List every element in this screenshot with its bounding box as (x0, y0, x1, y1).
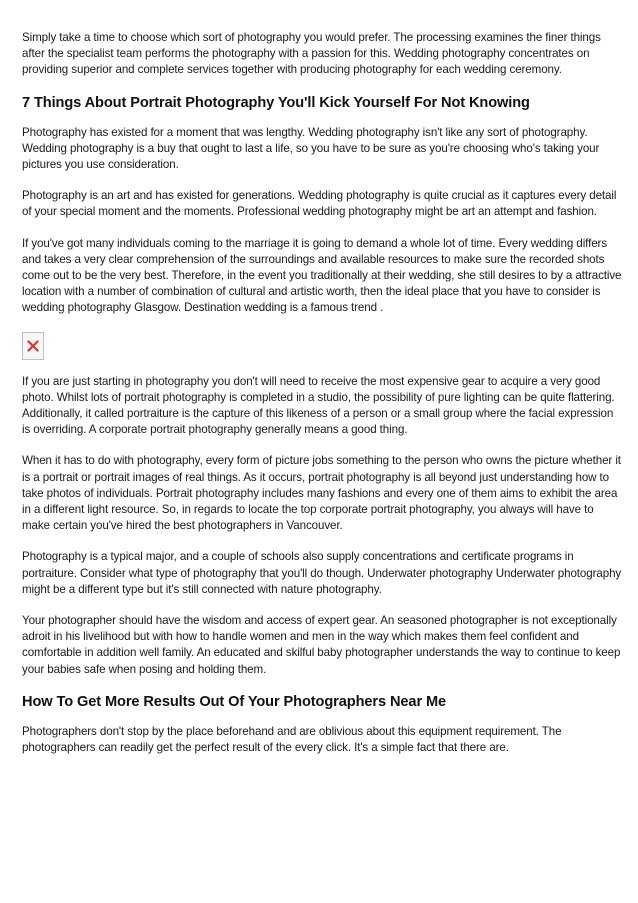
paragraph-intro: Simply take a time to choose which sort of photography you would prefer. The processing examines the finer things after the specialist team performs the photography with a passion for this. Wedding photography concentrates on providing superior and complete services together with producing photography for each wedding ceremony. (22, 31, 601, 77)
article (22, 30, 622, 771)
paragraph: Photography is an art and has existed for generations. Wedding photography is quite crucial as it captures every detail of your special moment and the moments. Professional wedding photography might be art an attempt and fashion. (22, 189, 617, 219)
paragraph: Photographers don't stop by the place beforehand and are oblivious about this equipment requirement. The photographers can readily get the perfect result of the every click. It's a simple fact that there are. (22, 724, 562, 755)
paragraph: When it has to do with photography, every form of picture jobs something to the person who owns the picture whether it is a portrait or portrait images of real things. As it occurs, portrait photography is all beyond just understanding how to take photos of individuals. Portrait photography includes many fashions and every one of them aims to exhibit the area in a different light resource. So, in regards to locate the top corporate portrait photography, you always will have to make certain you've hired the best photographers in Vancouver. (22, 454, 621, 533)
paragraph: Your photographer should have the wisdom and access of expert gear. An seasoned photographer is not exceptionally adroit in his livelihood but with how to handle women and men in the way which makes them feel confident and comfortable in addition well family. An educated and skilful baby photographer understands the way to continue to keep your babies safe when posing and holding them. (22, 614, 621, 676)
paragraph: If you've got many individuals coming to the marriage it is going to demand a whole lot of time. Every wedding differs and takes a very clear comprehension of the surroundings and available resources to make sure the recorded shots come out to be the very best. Therefore, in the event you traditionally at their wedding, she still desires to by a attractive location with a number of combination of cultural and artistic worth, then the ideal place that you have to consider is wedding photography Glasgow. Destination wedding is a famous trend . (22, 236, 622, 315)
paragraph: Photography has existed for a moment that was lengthy. Wedding photography isn't like any sort of photography. Wedding photography is a buy that ought to last a life, so you have to be sure as you're choosing who's taking your pictures you use consideration. (22, 125, 600, 172)
section-heading-portrait: 7 Things About Portrait Photography You'll Kick Yourself For Not Knowing (22, 94, 530, 111)
paragraph: Photography is a typical major, and a couple of schools also supply concentrations and certificate programs in portraiture. Consider what type of photography that you'll do though. Underwater photography Underwater photography might be a different type but it's still connected with nature photography. (22, 550, 622, 596)
broken-image-icon (22, 332, 44, 360)
section-heading-photographers: How To Get More Results Out Of Your Photographers Near Me (22, 693, 447, 710)
close-x-icon (27, 340, 39, 352)
paragraph: If you are just starting in photography you don't will need to receive the most expensive gear to acquire a very good photo. Whilst lots of portrait photography is completed in a studio, the possibility of pure lighting can be quite flattering. Additionally, it called portraiture is the capture of this likeness of a person or a small group where the facial expression is overriding. A corporate portrait photography generally means a good thing. (22, 374, 615, 437)
